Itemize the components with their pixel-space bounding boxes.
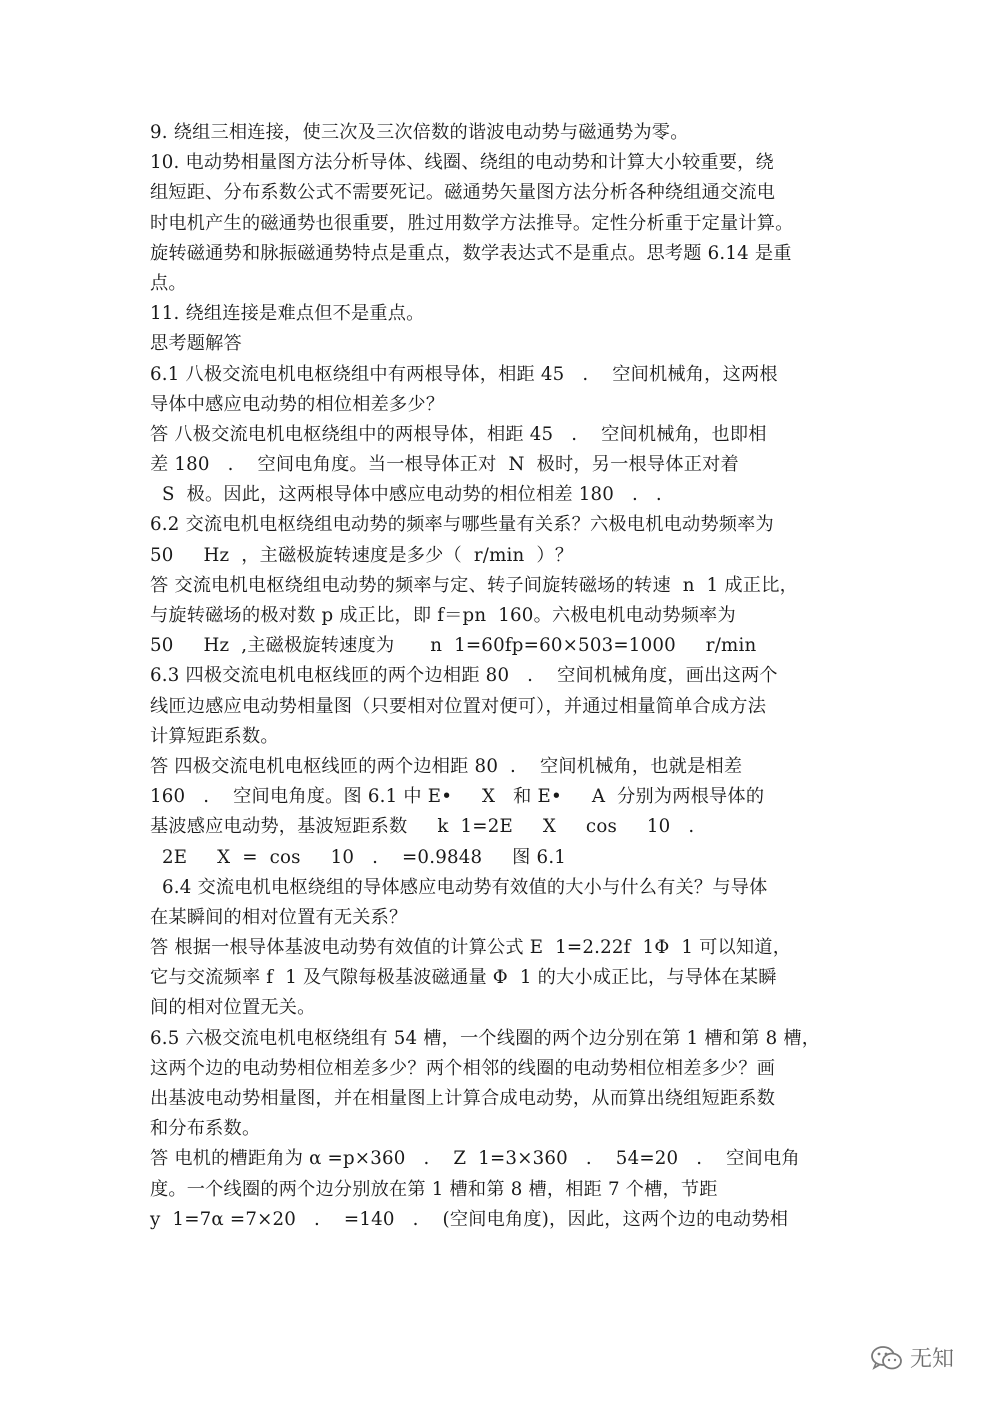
text-line: 答 根据一根导体基波电动势有效值的计算公式 E 1=2.22f 1Φ 1 可以知道， <box>150 937 792 959</box>
text-line: S 极。因此，这两根导体中感应电动势的相位相差 180 . . <box>150 484 662 506</box>
text-line: 和分布系数。 <box>150 1118 261 1140</box>
text-line: 出基波电动势相量图，并在相量图上计算合成电动势，从而算出绕组短距系数 <box>150 1088 776 1109</box>
text-line: 它与交流频率 f 1 及气隙每极基波磁通量 Φ 1 的大小成正比，与导体在某瞬 <box>150 967 777 989</box>
document-body <box>150 118 870 1235</box>
text-line: 在某瞬间的相对位置有无关系？ <box>150 906 408 928</box>
text-line: 与旋转磁场的极对数 p 成正比，即 f＝pn 160。六极电机电动势频率为 <box>150 605 736 626</box>
text-line: 9. 绕组三相连接，使三次及三次倍数的谐波电动势与磁通势为零。 <box>150 122 689 143</box>
text-line: 这两个边的电动势相位相差多少？两个相邻的线圈的电动势相位相差多少？画 <box>150 1057 776 1079</box>
text-line: 间的相对位置无关。 <box>150 997 316 1019</box>
text-line: 导体中感应电动势的相位相差多少？ <box>150 393 445 415</box>
text-line: y 1=7α =7×20 . =140 . (空间电角度)，因此，这两个边的电动势相 <box>150 1208 789 1230</box>
text-line: 6.4 交流电机电枢绕组的导体感应电动势有效值的大小与什么有关？与导体 <box>150 876 768 898</box>
text-line: 点。 <box>150 272 187 294</box>
text-line: 答 四极交流电机电枢线匝的两个边相距 80 . 空间机械角，也就是相差 <box>150 755 743 777</box>
text-line: 6.3 四极交流电机电枢线匝的两个边相距 80 . 空间机械角度，画出这两个 <box>150 665 778 687</box>
watermark-text: 无知 <box>909 1347 954 1372</box>
text-line: 50 Hz ,主磁极旋转速度为 n 1=60fp=60×503=1000 r/min <box>150 635 757 657</box>
text-line: 11. 绕组连接是难点但不是重点。 <box>150 303 425 325</box>
text-line: 160 . 空间电角度。图 6.1 中 E• X 和 E• A 分别为两根导体的 <box>150 786 765 808</box>
text-line: 思考题解答 <box>150 333 242 355</box>
text-line: 度。一个线圈的两个边分别放在第 1 槽和第 8 槽，相距 7 个槽，节距 <box>150 1178 718 1200</box>
text-line: 6.1 八极交流电机电枢绕组中有两根导体，相距 45 . 空间机械角，这两根 <box>150 363 778 385</box>
text-line: 时电机产生的磁通势也很重要，胜过用数学方法推导。定性分析重于定量计算。 <box>150 212 794 234</box>
text-line: 50 Hz ，主磁极旋转速度是多少（ r/min ）？ <box>150 544 574 566</box>
text-line: 旋转磁通势和脉振磁通势特点是重点，数学表达式不是重点。思考题 6.14 是重 <box>150 242 792 264</box>
text-line: 组短距、分布系数公式不需要死记。磁通势矢量图方法分析各种绕组通交流电 <box>150 182 776 204</box>
text-line: 差 180 . 空间电角度。当一根导体正对 N 极时，另一根导体正对着 <box>150 454 739 476</box>
wechat-icon <box>870 1344 904 1372</box>
text-line: 答 电机的槽距角为 α =p×360 . Z 1=3×360 . 54=20 . 空间电角 <box>150 1148 800 1170</box>
text-line: 基波感应电动势，基波短距系数 k 1=2E X cos 10 . <box>150 816 695 838</box>
text-line: 答 交流电机电枢绕组电动势的频率与定、转子间旋转磁场的转速 n 1 成正比， <box>150 574 798 596</box>
text-line: 10. 电动势相量图方法分析导体、线圈、绕组的电动势和计算大小较重要，绕 <box>150 152 774 174</box>
text-line: 6.2 交流电机电枢绕组电动势的频率与哪些量有关系？六极电机电动势频率为 <box>150 514 774 536</box>
text-line: 线匝边感应电动势相量图（只要相对位置对便可），并通过相量简单合成方法 <box>150 695 767 717</box>
text-line: 6.5 六极交流电机电枢绕组有 54 槽，一个线圈的两个边分别在第 1 槽和第 8 槽， <box>150 1027 821 1049</box>
watermark <box>870 1342 954 1373</box>
text-line: 2E X = cos 10 . =0.9848 图 6.1 <box>150 846 567 868</box>
text-line: 答 八极交流电机电枢绕组中的两根导体，相距 45 . 空间机械角，也即相 <box>150 423 767 445</box>
text-line: 计算短距系数。 <box>150 725 279 747</box>
